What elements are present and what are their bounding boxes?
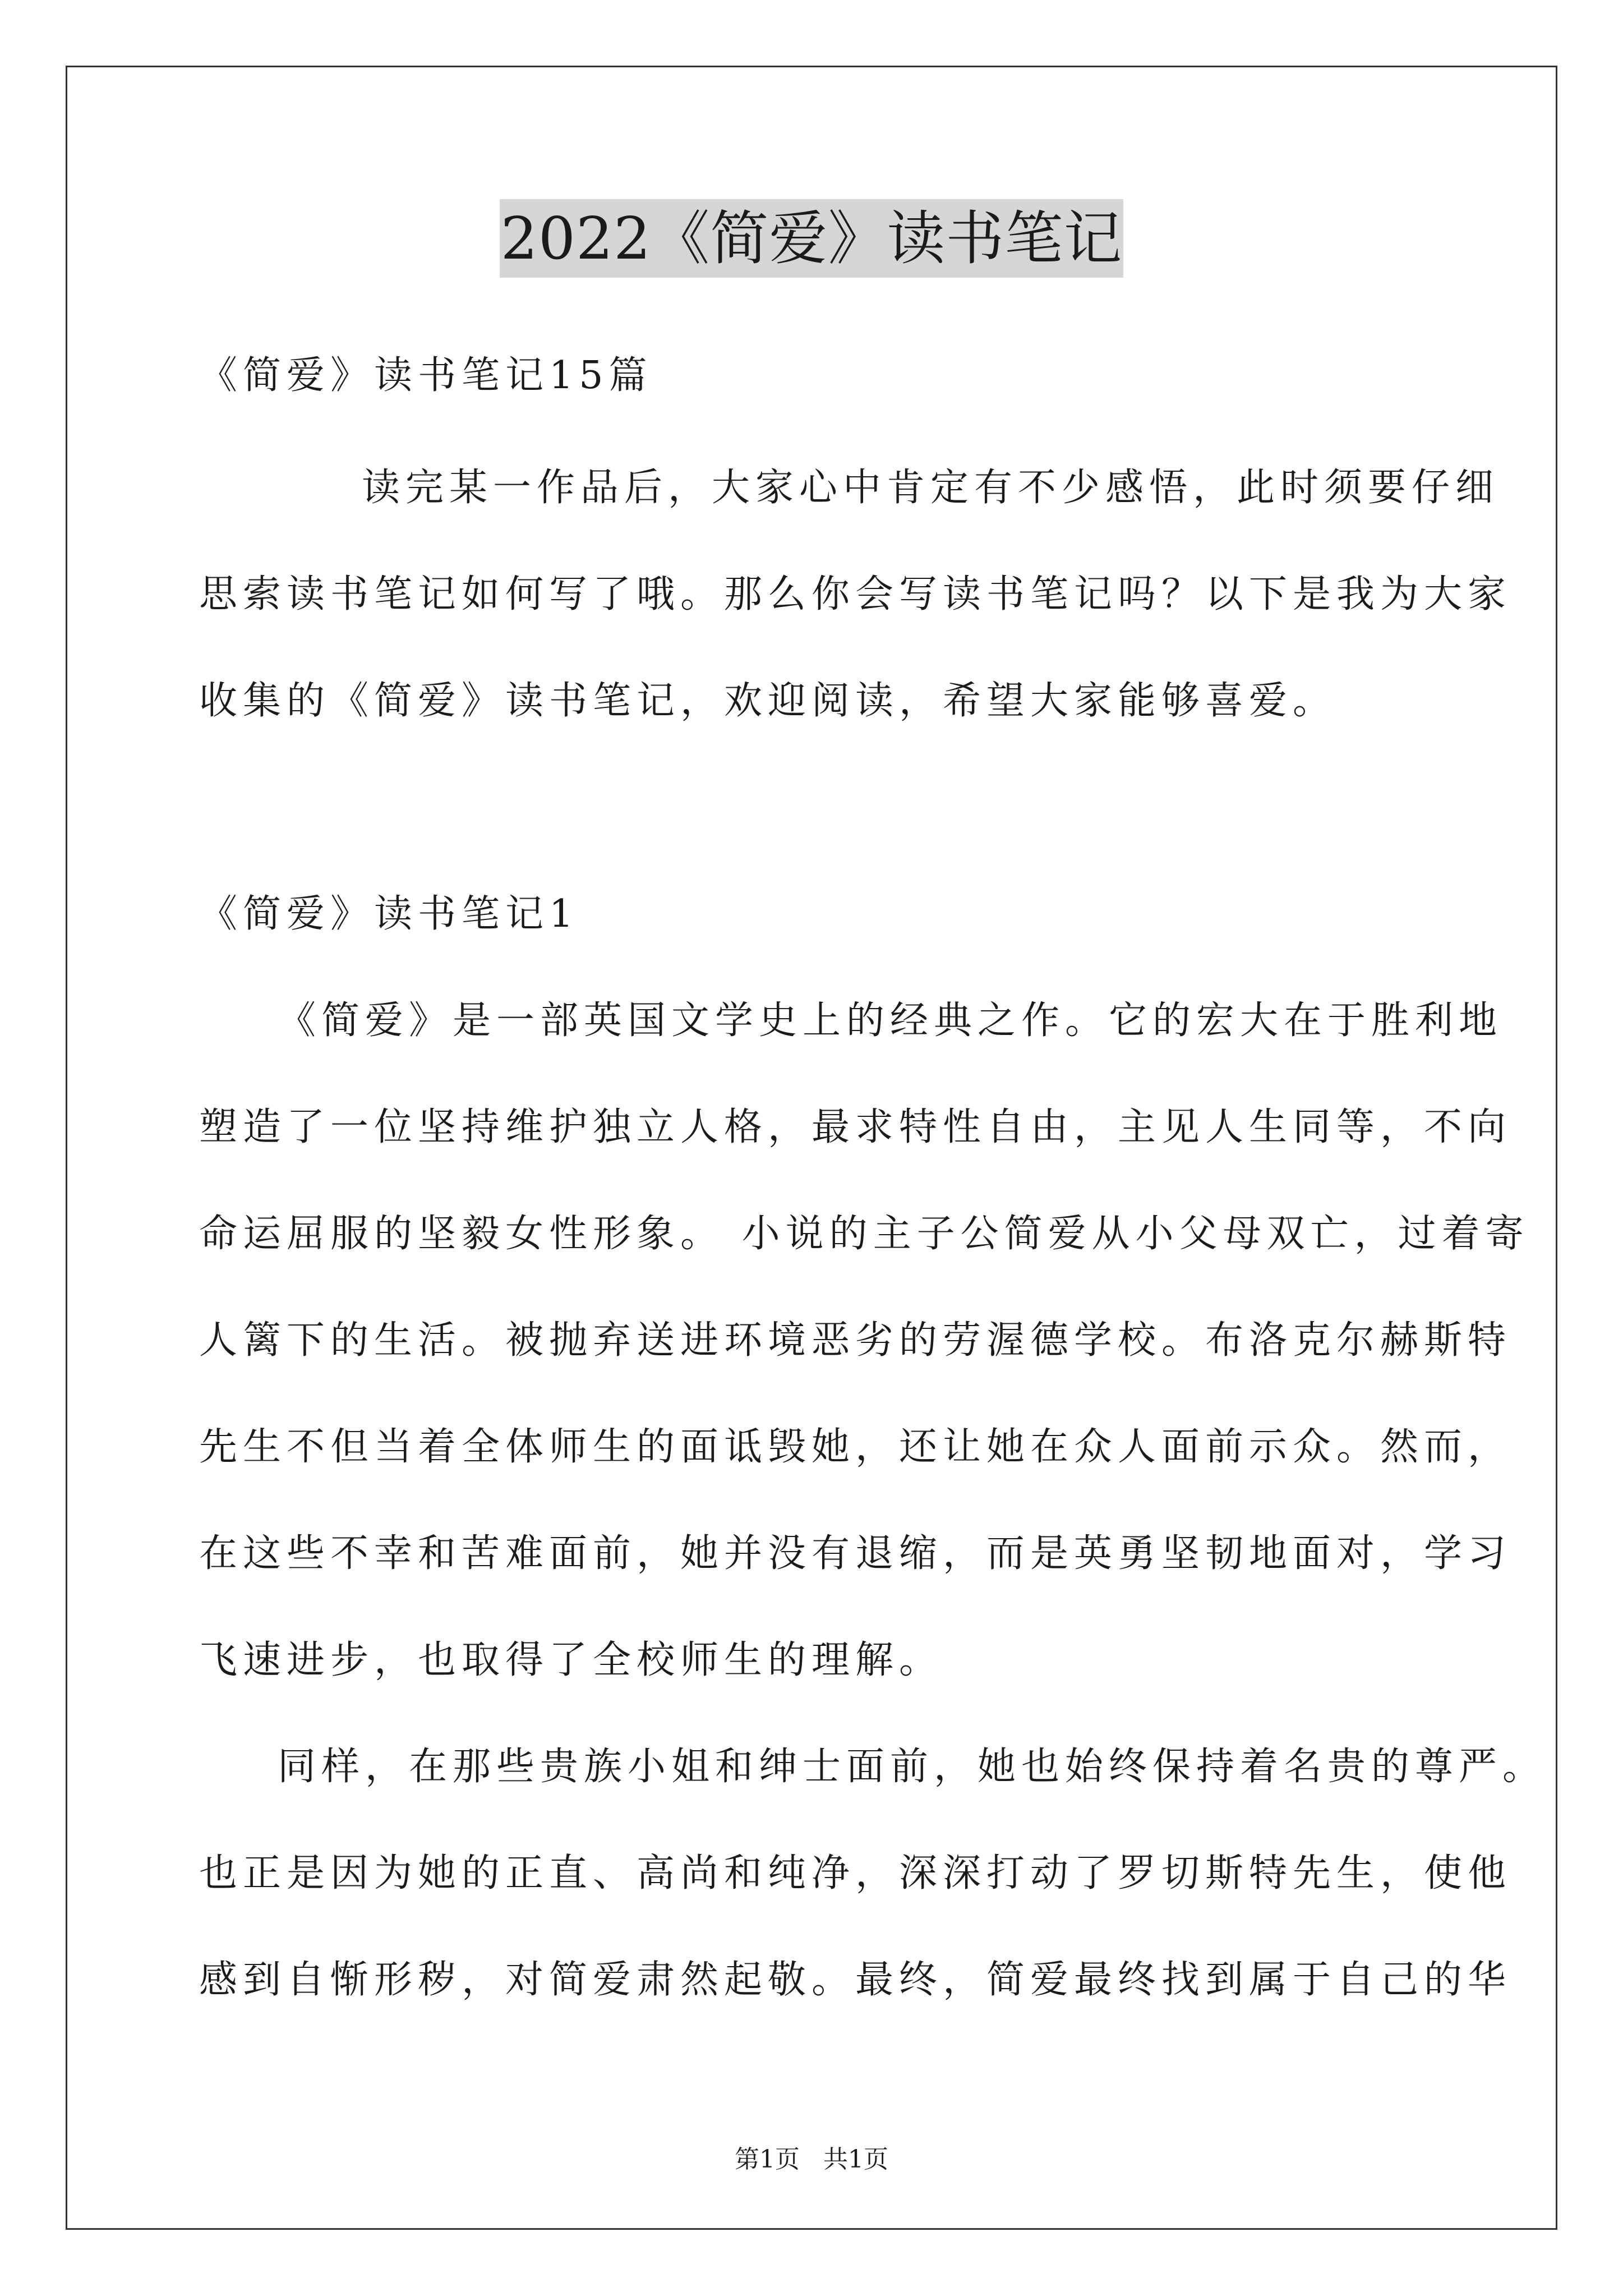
intro-line: 读完某一作品后，大家心中肯定有不少感悟，此时须要仔细: [362, 466, 1500, 510]
total-pages: 共1页: [823, 2145, 888, 2174]
document-title: 2022《简爱》读书笔记: [500, 199, 1124, 278]
paragraph-line: 感到自惭形秽，对简爱肃然起敬。最终，简爱最终找到属于自己的华: [199, 1958, 1512, 2002]
section-heading: 《简爱》读书笔记1: [199, 892, 579, 936]
paragraph-line: 人篱下的生活。被抛弃送进环境恶劣的劳渥德学校。布洛克尔赫斯特: [199, 1318, 1512, 1363]
intro-line: 思索读书笔记如何写了哦。那么你会写读书笔记吗？以下是我为大家: [199, 572, 1512, 616]
paragraph-line: 飞速进步，也取得了全校师生的理解。: [199, 1638, 943, 1682]
paragraph-line: 先生不但当着全体师生的面诋毁她，还让她在众人面前示众。然而，: [199, 1425, 1512, 1469]
paragraph-line: 在这些不幸和苦难面前，她并没有退缩，而是英勇坚韧地面对，学习: [199, 1531, 1512, 1576]
paragraph-line: 《简爱》是一部英国文学史上的经典之作。它的宏大在于胜利地: [278, 999, 1503, 1043]
page-number: 第1页: [735, 2145, 800, 2174]
intro-line: 收集的《简爱》读书笔记，欢迎阅读，希望大家能够喜爱。: [199, 679, 1337, 723]
paragraph-line: 命运屈服的坚毅女性形象。 小说的主子公简爱从小父母双亡，过着寄: [199, 1212, 1529, 1256]
title-container: [0, 199, 1623, 278]
subtitle: 《简爱》读书笔记15篇: [199, 353, 653, 398]
paragraph-line: 塑造了一位坚持维护独立人格，最求特性自由，主见人生同等，不向: [199, 1105, 1512, 1149]
paragraph-line: 也正是因为她的正直、高尚和纯净，深深打动了罗切斯特先生，使他: [199, 1851, 1512, 1895]
page-footer: [0, 2143, 1623, 2177]
paragraph-line: 同样，在那些贵族小姐和绅士面前，她也始终保持着名贵的尊严。: [278, 1745, 1547, 1789]
